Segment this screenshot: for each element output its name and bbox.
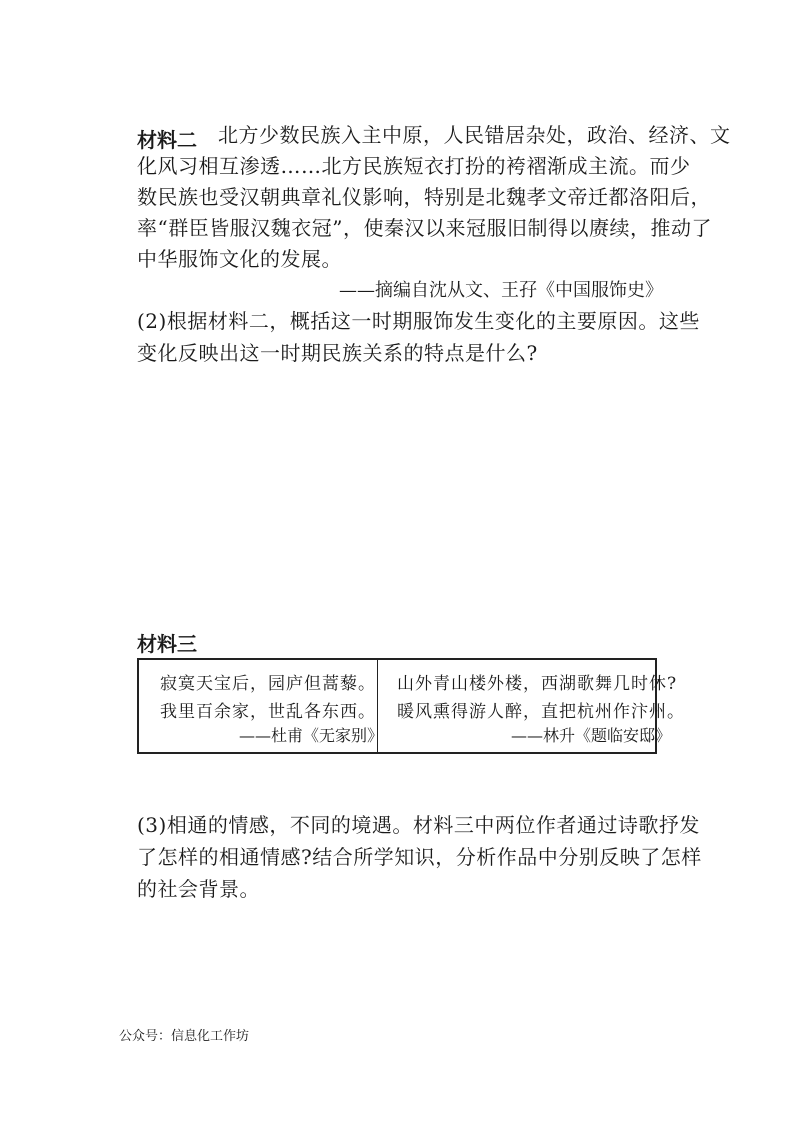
material2-label: 材料二 bbox=[137, 128, 197, 152]
material2-line-4: 率“群臣皆服汉魏衣冠”，使秦汉以来冠服旧制得以赓续，推动了 bbox=[137, 216, 712, 240]
poem-right-line-2: 暖风熏得游人醉，直把杭州作汴州。 bbox=[397, 702, 685, 722]
poem-left-source: ——杜甫《无家别》 bbox=[239, 726, 384, 745]
material2-line-2: 化风习相互渗透……北方民族短衣打扮的袴褶渐成主流。而少 bbox=[137, 154, 691, 178]
poem-table bbox=[137, 658, 685, 754]
footer-text: 公众号：信息化工作坊 bbox=[119, 1029, 250, 1044]
poem-left-line-1: 寂寞天宝后，园庐但蒿藜。 bbox=[160, 674, 376, 694]
question3-line-2: 了怎样的相通情感?结合所学知识，分析作品中分别反映了怎样 bbox=[137, 845, 702, 869]
question3-line-1: (3)相通的情感，不同的境遇。材料三中两位作者通过诗歌抒发 bbox=[137, 813, 700, 837]
question2-line-2: 变化反映出这一时期民族关系的特点是什么? bbox=[137, 341, 538, 365]
question2-line-1: (2)根据材料二，概括这一时期服饰发生变化的主要原因。这些 bbox=[137, 309, 700, 333]
poem-left-line-2: 我里百余家，世乱各东西。 bbox=[160, 702, 376, 722]
material2-source: ——摘编自沈从文、王孖《中国服饰史》 bbox=[339, 280, 663, 301]
material2-line-5: 中华服饰文化的发展。 bbox=[137, 247, 342, 271]
material2-line-3: 数民族也受汉朝典章礼仪影响，特别是北魏孝文帝迁都洛阳后， bbox=[137, 185, 711, 209]
poem-right-source: ——林升《题临安邸》 bbox=[511, 726, 672, 745]
poem-right-line-1: 山外青山楼外楼，西湖歌舞几时休? bbox=[397, 674, 678, 694]
material2-line-1: 北方少数民族入主中原，人民错居杂处，政治、经济、文 bbox=[218, 123, 731, 147]
material3-label: 材料三 bbox=[137, 632, 197, 656]
question3-line-3: 的社会背景。 bbox=[137, 877, 260, 901]
